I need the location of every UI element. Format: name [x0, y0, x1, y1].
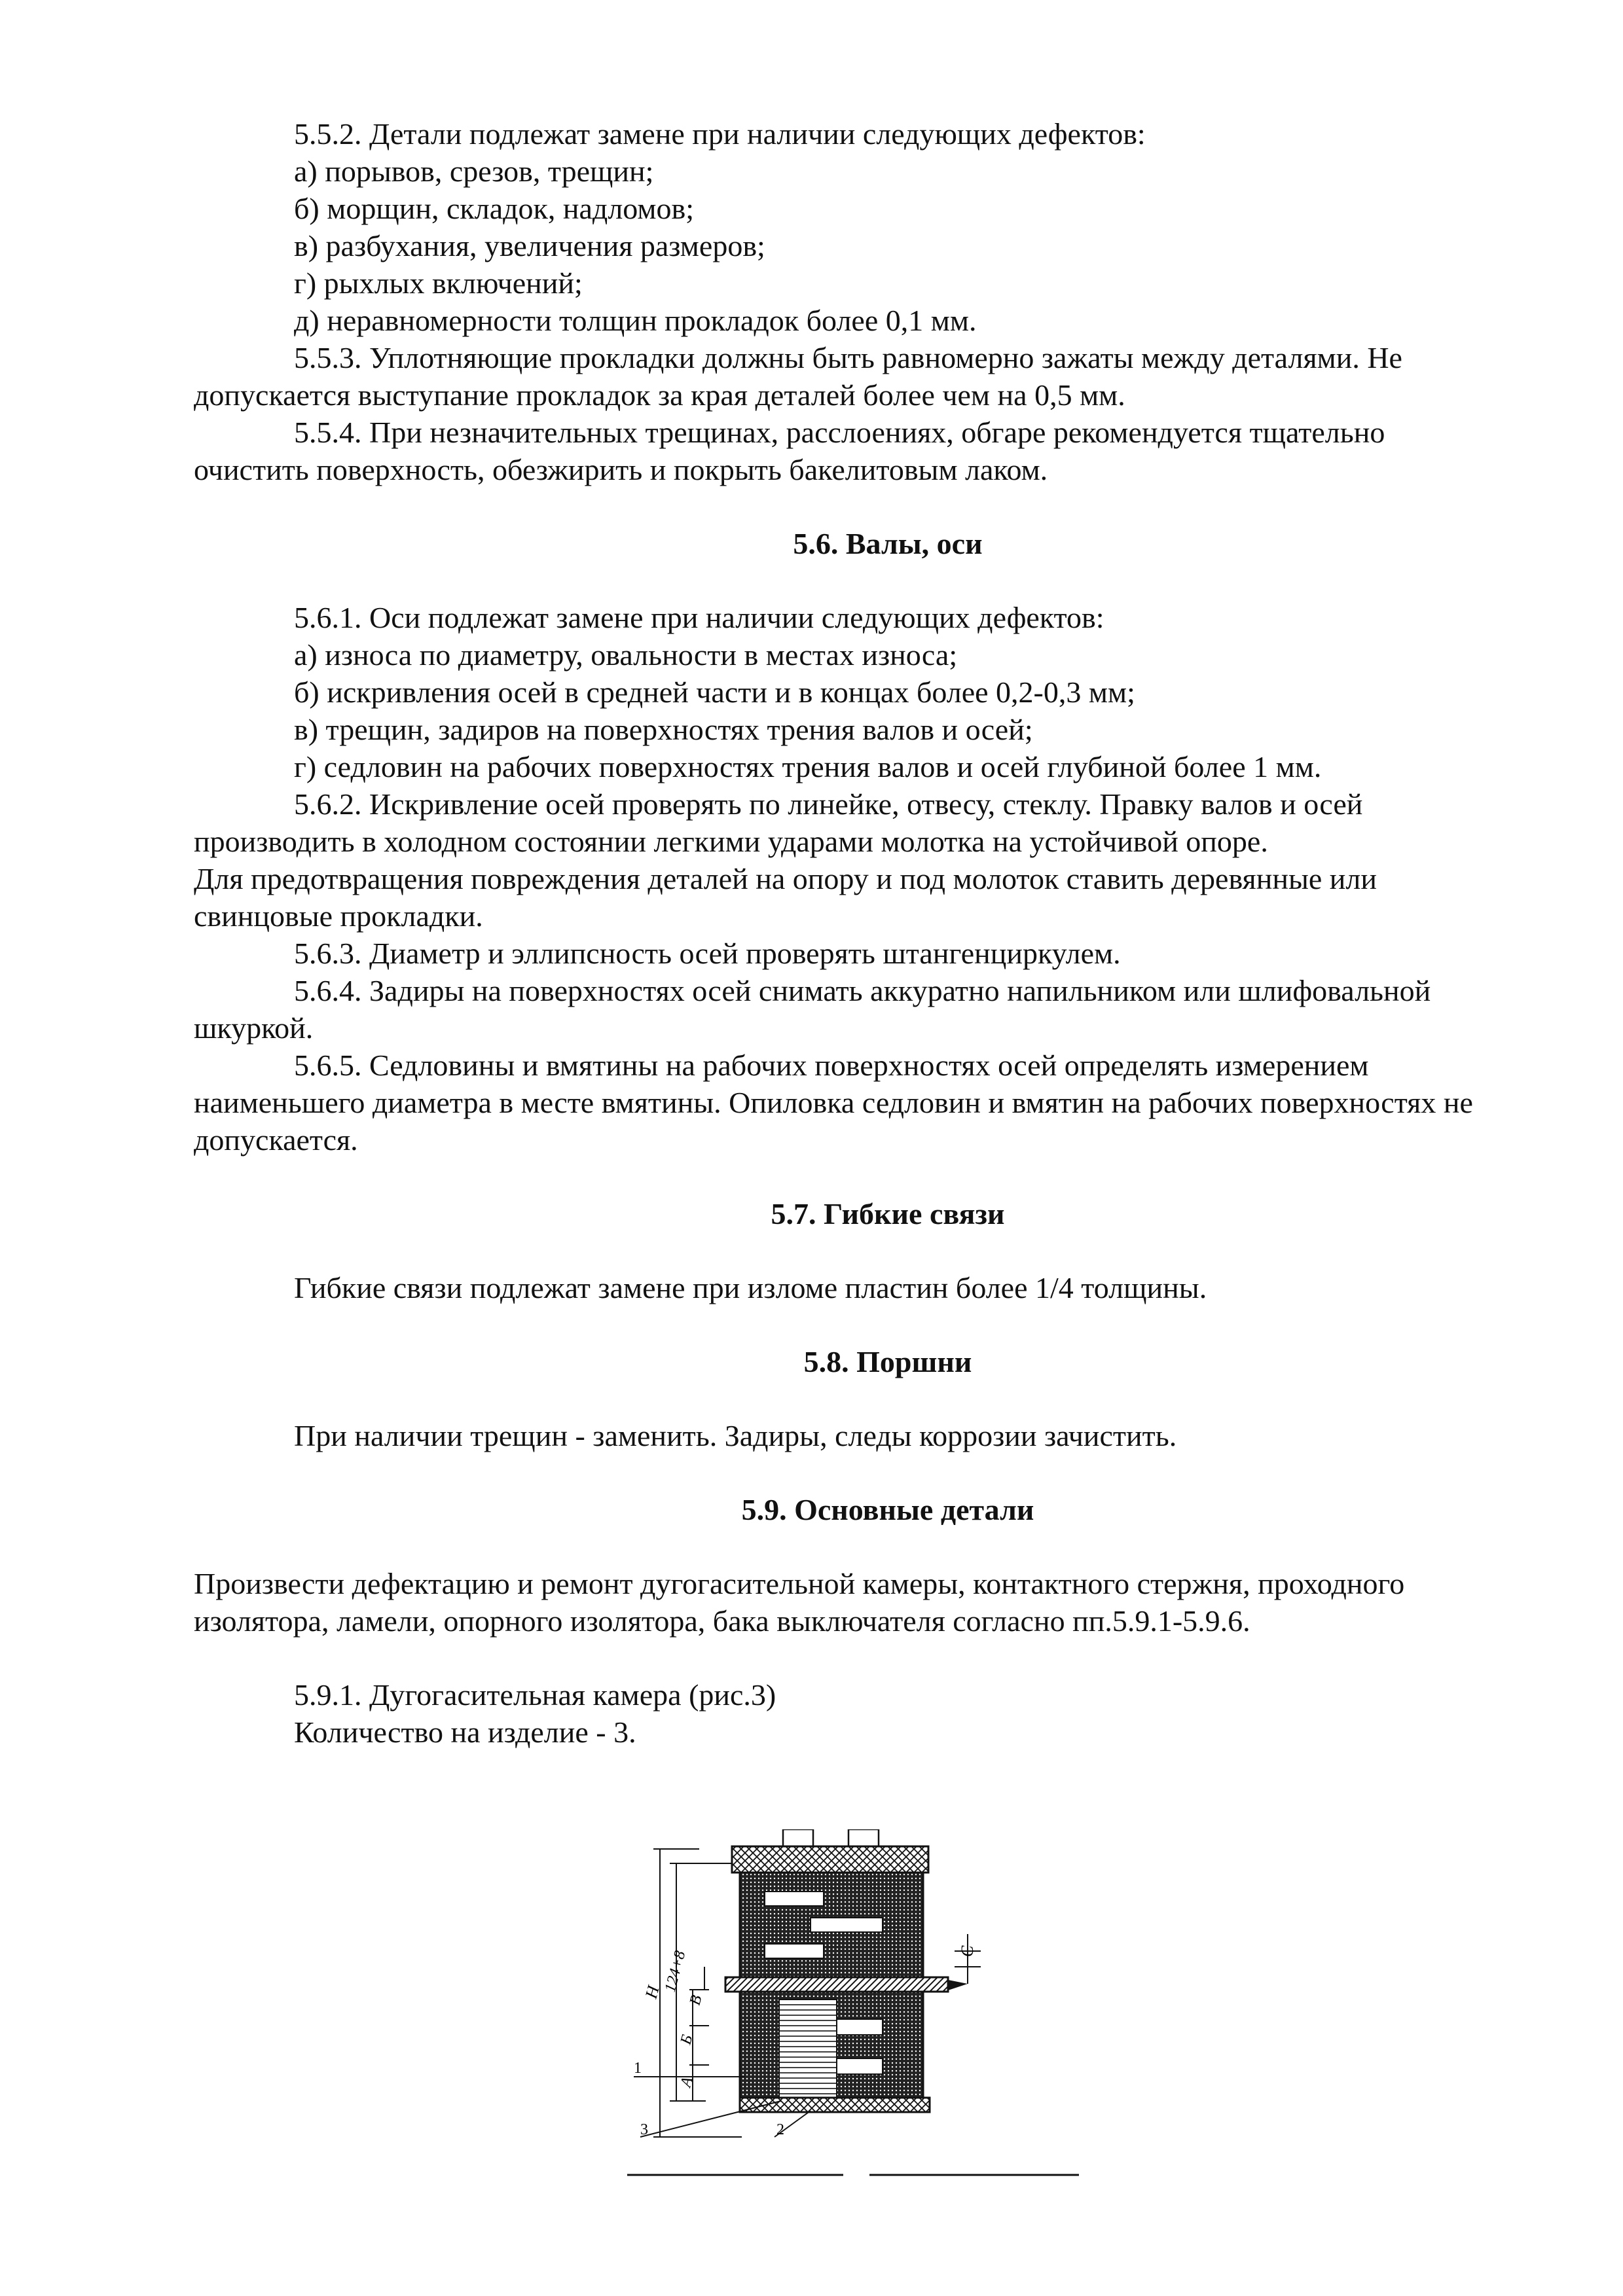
dim-label-124: 124+8: [661, 1948, 689, 1994]
callout-3: 3: [640, 2121, 648, 2138]
list-item: а) износа по диаметру, овальности в местах износа;: [294, 638, 958, 672]
list-item: д) неравномерности толщин прокладок более 0,1 мм.: [294, 304, 977, 337]
heading-5-8: 5.8. Поршни: [803, 1345, 972, 1378]
list-item: в) разбухания, увеличения размеров;: [294, 229, 765, 262]
heading-5-6: 5.6. Валы, оси: [793, 527, 983, 560]
callout-1: 1: [634, 2060, 642, 2077]
dim-label-v: В: [686, 1993, 706, 2007]
arc-chamber-drawing: [627, 1829, 1099, 2183]
para-5-7: Гибкие связи подлежат замене при изломе пластин более 1/4 толщины.: [294, 1271, 1207, 1304]
middle-plate: [725, 1977, 948, 1992]
list-item: а) порывов, срезов, трещин;: [294, 154, 654, 188]
dim-label-a: А: [677, 2075, 697, 2089]
list-item: г) рыхлых включений;: [294, 266, 583, 300]
para-5-6-2: 5.6.2. Искривление осей проверять по линейке, отвесу, стеклу. Правку валов и осей производить в холодном состоянии легкими ударами молотка на устойчивой опоре.: [194, 787, 1363, 858]
callout-2: 2: [776, 2121, 784, 2138]
dim-label-b: Б: [677, 2033, 697, 2047]
heading-5-7: 5.7. Гибкие связи: [771, 1197, 1005, 1230]
para-5-6-3: 5.6.3. Диаметр и эллипсность осей проверять штангенциркулем.: [294, 937, 1121, 970]
para-5-5-3: 5.5.3. Уплотняющие прокладки должны быть равномерно зажаты между деталями. Не допускается выступание прокладок за края деталей более чем на 0,5 мм.: [194, 341, 1402, 412]
list-item: б) морщин, складок, надломов;: [294, 192, 695, 225]
para-5-6-2-cont: Для предотвращения повреждения деталей на опору и под молоток ставить деревянные или свинцовые прокладки.: [194, 862, 1377, 933]
list-item: г) седловин на рабочих поверхностях трения валов и осей глубиной более 1 мм.: [294, 750, 1322, 783]
para-5-9-1: 5.9.1. Дугогасительная камера (рис.3): [294, 1678, 776, 1712]
para-5-6-1-intro: 5.6.1. Оси подлежат замене при наличии следующих дефектов:: [294, 601, 1104, 634]
document-page: [194, 115, 1490, 1751]
para-5-9-1-quantity: Количество на изделие - 3.: [294, 1715, 636, 1749]
heading-5-9: 5.9. Основные детали: [741, 1493, 1034, 1526]
list-item: б) искривления осей в средней части и в концах более 0,2-0,3 мм;: [294, 675, 1135, 709]
top-plate: [732, 1846, 928, 1873]
dim-label-h: H: [641, 1983, 663, 2001]
para-5-5-4: 5.5.4. При незначительных трещинах, расслоениях, обгаре рекомендуется тщательно очистить поверхность, обезжирить и покрыть бакелитовым лаком.: [194, 416, 1385, 486]
para-5-8: При наличии трещин - заменить. Задиры, следы коррозии зачистить.: [294, 1419, 1177, 1452]
para-5-9: Произвести дефектацию и ремонт дугогасительной камеры, контактного стержня, проходного изолятора, ламели, опорного изолятора, бака выключателя согласно пп.5.9.1-5.9.6.: [194, 1567, 1405, 1638]
para-5-6-4: 5.6.4. Задиры на поверхностях осей снимать аккуратно напильником или шлифовальной шкуркой.: [194, 974, 1431, 1045]
dim-label-c: С: [958, 1945, 977, 1957]
para-5-5-2-intro: 5.5.2. Детали подлежат замене при наличии следующих дефектов:: [294, 117, 1146, 151]
list-item: в) трещин, задиров на поверхностях трения валов и осей;: [294, 713, 1033, 746]
para-5-6-5: 5.6.5. Седловины и вмятины на рабочих поверхностях осей определять измерением наименьшего диаметра в месте вмятины. Опиловка седловин и вмятин на рабочих поверхностях не допускается.: [194, 1049, 1473, 1157]
